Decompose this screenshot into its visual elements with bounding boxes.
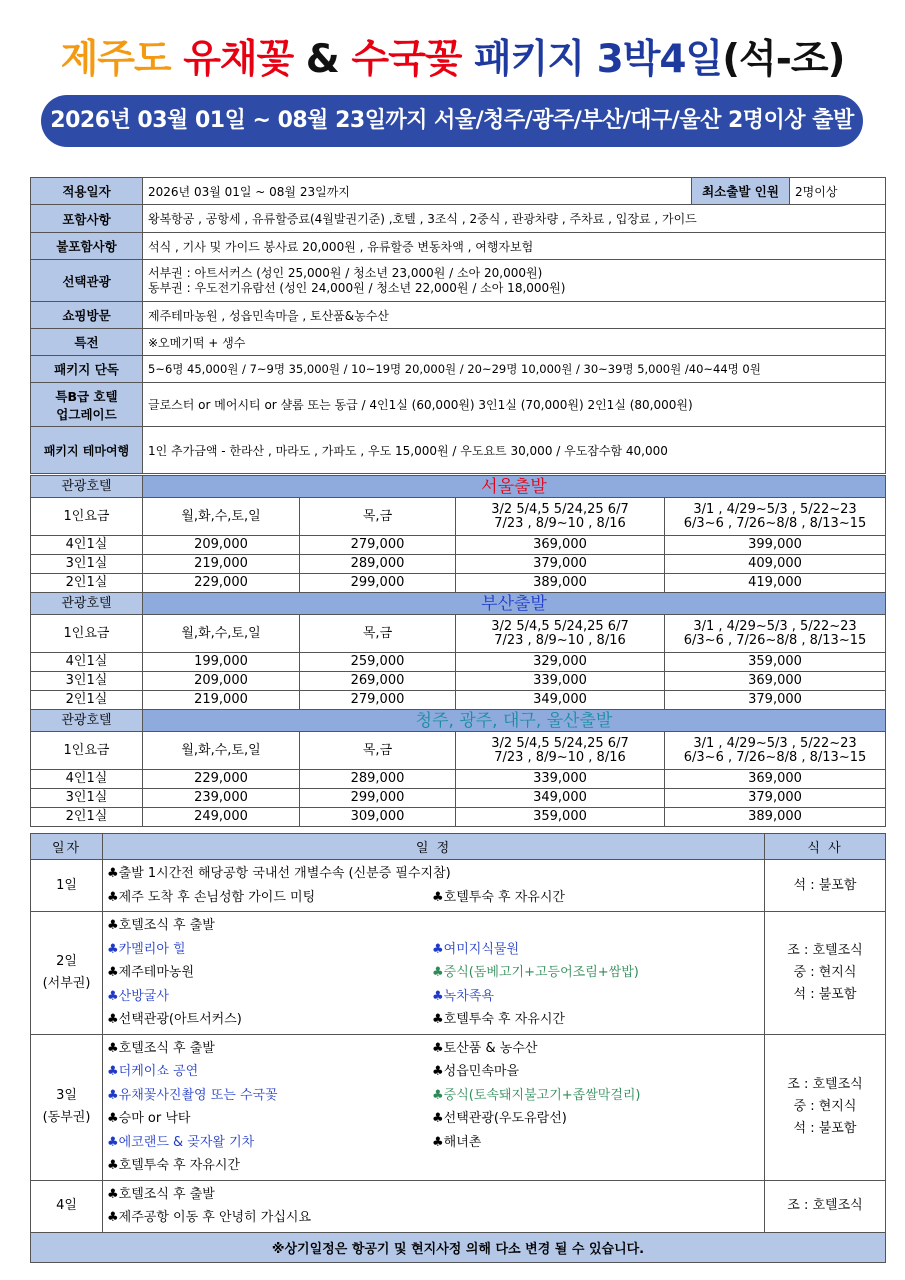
price-cell: 289,000 [300, 770, 456, 789]
page-title: 제주도 유채꽃 & 수국꽃 패키지 3박4일(석-조) [60, 37, 845, 82]
upgrade-label: 특B급 호텔 업그레이드 [31, 383, 143, 427]
price-cell: 229,000 [143, 574, 300, 593]
price-cell: 409,000 [665, 555, 886, 574]
hotel-label: 관광호텔 [31, 710, 143, 732]
price-cell: 259,000 [300, 653, 456, 672]
busan-header: 부산출발 [143, 593, 886, 615]
price-cell: 279,000 [300, 536, 456, 555]
room-4: 4인1실 [31, 536, 143, 555]
upgrade-value: 글로스터 or 메어시티 or 샬롬 또는 동급 / 4인1실 (60,000원) 3인1실 (70,000원) 2인1실 (80,000원) [143, 383, 886, 427]
col-peak1: 3/2 5/4,5 5/24,25 6/7 7/23 , 8/9~10 , 8/16 [456, 732, 665, 770]
day-1-meal: 석 : 불포함 [765, 860, 886, 912]
incl-value: 왕복항공 , 공항세 , 유류할증료(4월발권기준) ,호텔 , 3조식 , 2중식 , 관광차량 , 주차료 , 입장료 , 가이드 [143, 205, 886, 233]
day-4-meal: 조 : 호텔조식 [765, 1180, 886, 1232]
theme-label: 패키지 테마여행 [31, 427, 143, 474]
price-cell: 369,000 [665, 672, 886, 691]
col-weekday: 월,화,수,토,일 [143, 732, 300, 770]
price-cell: 379,000 [456, 555, 665, 574]
room-3: 3인1실 [31, 555, 143, 574]
period-banner: 2026년 03월 01일 ~ 08월 23일까지 서울/청주/광주/부산/대구/울산 2명이상 출발 [41, 95, 863, 147]
info-table [30, 177, 886, 474]
incl-label: 포함사항 [31, 205, 143, 233]
price-cell: 389,000 [456, 574, 665, 593]
day-3: 3일 (동부권) [31, 1034, 103, 1180]
price-cell: 209,000 [143, 536, 300, 555]
price-cell: 379,000 [665, 789, 886, 808]
solo-label: 패키지 단독 [31, 356, 143, 383]
hotel-label: 관광호텔 [31, 476, 143, 498]
opt-value: 서부권 : 아트서커스 (성인 25,000원 / 청소년 23,000원 / 소아 20,000원) 동부권 : 우도전기유람선 (성인 24,000원 / 청소년 22,000원 / 소아 18,000원) [143, 260, 886, 302]
day-2: 2일 (서부권) [31, 912, 103, 1035]
itin-schedule-header: 일 정 [103, 834, 765, 860]
price-cell: 399,000 [665, 536, 886, 555]
price-cell: 379,000 [665, 691, 886, 710]
price-cell: 419,000 [665, 574, 886, 593]
col-peak2: 3/1 , 4/29~5/3 , 5/22~23 6/3~6 , 7/26~8/8 , 8/13~15 [665, 498, 886, 536]
col-thufri: 목,금 [300, 615, 456, 653]
day-2-meal: 조 : 호텔조식 중 : 현지식 석 : 불포함 [765, 912, 886, 1035]
price-cell: 349,000 [456, 691, 665, 710]
price-cell: 359,000 [456, 808, 665, 827]
hotel-label: 관광호텔 [31, 593, 143, 615]
theme-value: 1인 추가금액 - 한라산 , 마라도 , 가파도 , 우도 15,000원 / 우도요트 30,000 / 우도잠수함 40,000 [143, 427, 886, 474]
gift-value: ※오메기떡 + 생수 [143, 329, 886, 356]
room-2: 2인1실 [31, 691, 143, 710]
seoul-header: 서울출발 [143, 476, 886, 498]
day-2-schedule: ♣호텔조식 후 출발 ♣카멜리아 힐 ♣여미지식물원 ♣제주테마농원 ♣중식(돔베고기+고등어조림+쌈밥) ♣산방굴사 ♣녹차족욕 ♣선택관광(아트서커스) ♣호텔투숙 후 자유시간 [103, 912, 765, 1035]
room-2: 2인1실 [31, 574, 143, 593]
room-4: 4인1실 [31, 770, 143, 789]
period-label: 적용일자 [31, 178, 143, 205]
price-cell: 329,000 [456, 653, 665, 672]
price-table [30, 475, 886, 827]
fare-label: 1인요금 [31, 498, 143, 536]
min-label: 최소출발 인원 [692, 178, 790, 205]
price-cell: 219,000 [143, 555, 300, 574]
price-cell: 249,000 [143, 808, 300, 827]
col-peak2: 3/1 , 4/29~5/3 , 5/22~23 6/3~6 , 7/26~8/8 , 8/13~15 [665, 615, 886, 653]
col-peak1: 3/2 5/4,5 5/24,25 6/7 7/23 , 8/9~10 , 8/16 [456, 498, 665, 536]
col-weekday: 월,화,수,토,일 [143, 615, 300, 653]
footer-note: ※상기일정은 항공기 및 현지사정 의해 다소 변경 될 수 있습니다. [31, 1232, 886, 1262]
col-thufri: 목,금 [300, 732, 456, 770]
shop-value: 제주테마농원 , 성읍민속마을 , 토산품&농수산 [143, 302, 886, 329]
day-1: 1일 [31, 860, 103, 912]
day-3-schedule: ♣호텔조식 후 출발 ♣토산품 & 농수산 ♣더케이쇼 공연 ♣성읍민속마을 ♣유채꽃사진촬영 또는 수국꽃 ♣중식(토속돼지불고기+좁쌀막걸리) ♣승마 or 낙타 ♣선택관광(우도유람선) ♣에코랜드 & 곶자왈 기차 ♣해녀촌 ♣호텔투숙 후 자유시간 [103, 1034, 765, 1180]
col-peak1: 3/2 5/4,5 5/24,25 6/7 7/23 , 8/9~10 , 8/16 [456, 615, 665, 653]
solo-value: 5~6명 45,000원 / 7~9명 35,000원 / 10~19명 20,000원 / 20~29명 10,000원 / 30~39명 5,000원 /40~44명 0원 [143, 356, 886, 383]
room-3: 3인1실 [31, 789, 143, 808]
min-value: 2명이상 [790, 178, 886, 205]
price-cell: 269,000 [300, 672, 456, 691]
room-4: 4인1실 [31, 653, 143, 672]
itin-meal-header: 식 사 [765, 834, 886, 860]
day-4-schedule: ♣호텔조식 후 출발 ♣제주공항 이동 후 안녕히 가십시요 [103, 1180, 765, 1232]
col-peak2: 3/1 , 4/29~5/3 , 5/22~23 6/3~6 , 7/26~8/8 , 8/13~15 [665, 732, 886, 770]
room-2: 2인1실 [31, 808, 143, 827]
price-cell: 389,000 [665, 808, 886, 827]
price-cell: 309,000 [300, 808, 456, 827]
day-1-schedule: ♣출발 1시간전 해당공항 국내선 개별수속 (신분증 필수지참) ♣제주 도착 후 손님성함 가이드 미팅 ♣호텔투숙 후 자유시간 [103, 860, 765, 912]
price-cell: 349,000 [456, 789, 665, 808]
excl-value: 석식 , 기사 및 가이드 봉사료 20,000원 , 유류할증 변동차액 , 여행자보험 [143, 233, 886, 260]
opt-label: 선택관광 [31, 260, 143, 302]
others-header: 청주, 광주, 대구, 울산출발 [143, 710, 886, 732]
excl-label: 불포함사항 [31, 233, 143, 260]
price-cell: 209,000 [143, 672, 300, 691]
price-cell: 369,000 [665, 770, 886, 789]
col-weekday: 월,화,수,토,일 [143, 498, 300, 536]
price-cell: 199,000 [143, 653, 300, 672]
price-cell: 299,000 [300, 574, 456, 593]
price-cell: 339,000 [456, 770, 665, 789]
price-cell: 229,000 [143, 770, 300, 789]
shop-label: 쇼핑방문 [31, 302, 143, 329]
gift-label: 특전 [31, 329, 143, 356]
price-cell: 219,000 [143, 691, 300, 710]
fare-label: 1인요금 [31, 732, 143, 770]
price-cell: 299,000 [300, 789, 456, 808]
price-cell: 339,000 [456, 672, 665, 691]
period-value: 2026년 03월 01일 ~ 08월 23일까지 [143, 178, 692, 205]
price-cell: 359,000 [665, 653, 886, 672]
price-cell: 239,000 [143, 789, 300, 808]
day-3-meal: 조 : 호텔조식 중 : 현지식 석 : 불포함 [765, 1034, 886, 1180]
itinerary-table [30, 833, 886, 1263]
fare-label: 1인요금 [31, 615, 143, 653]
price-cell: 369,000 [456, 536, 665, 555]
day-4: 4일 [31, 1180, 103, 1232]
price-cell: 289,000 [300, 555, 456, 574]
itin-day-header: 일자 [31, 834, 103, 860]
room-3: 3인1실 [31, 672, 143, 691]
price-cell: 279,000 [300, 691, 456, 710]
col-thufri: 목,금 [300, 498, 456, 536]
